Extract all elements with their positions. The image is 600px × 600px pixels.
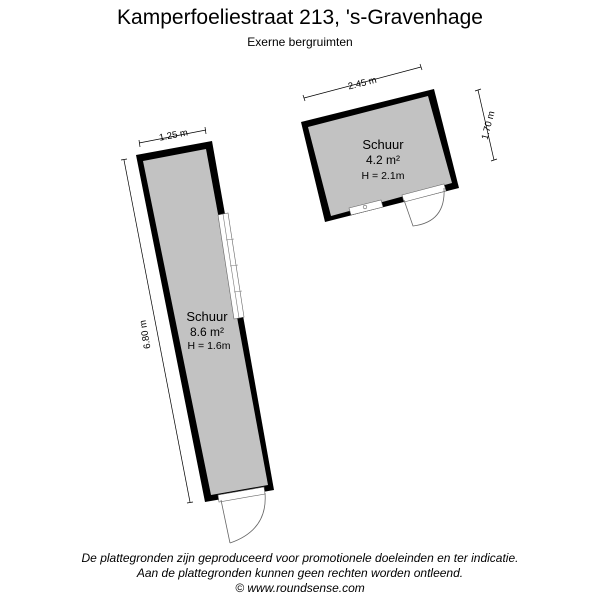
- right-width-label: 2.45 m: [346, 74, 378, 93]
- page-title: Kamperfoeliestraat 213, 's-Gravenhage: [117, 6, 483, 29]
- left-room-name: Schuur: [186, 309, 228, 324]
- right-room-area: 4.2 m²: [365, 153, 401, 167]
- right-depth-label: 1.70 m: [479, 109, 498, 141]
- right-room-height: H = 2.1m: [361, 170, 405, 182]
- page-subtitle: Exerne bergruimten: [247, 35, 353, 49]
- copyright-link[interactable]: © www.roundsense.com: [235, 581, 365, 595]
- left-room-area: 8.6 m²: [189, 325, 225, 339]
- left-width-label: 1.25 m: [158, 127, 189, 144]
- left-length-label: 6.80 m: [137, 319, 154, 350]
- right-room-name: Schuur: [362, 137, 404, 152]
- disclaimer-line-2: Aan de plattegronden kunnen geen rechten worden ontleend.: [136, 566, 464, 580]
- disclaimer-line-1: De plattegronden zijn geproduceerd voor promotionele doeleinden en ter indicatie.: [81, 551, 519, 565]
- left-room-height: H = 1.6m: [187, 340, 231, 352]
